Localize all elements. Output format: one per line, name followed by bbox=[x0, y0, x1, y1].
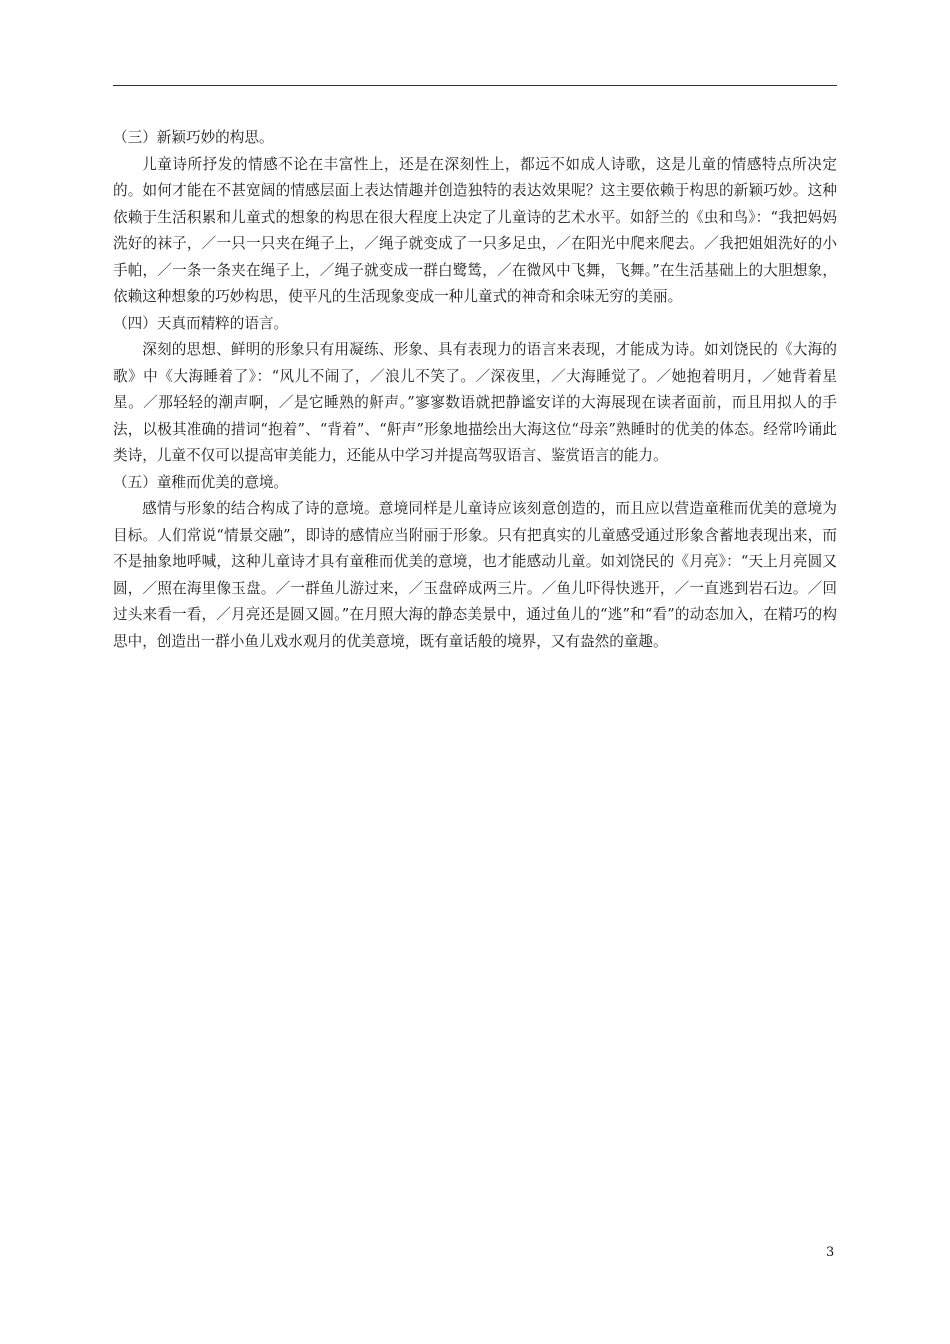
header-rule bbox=[113, 85, 837, 86]
section-heading-5: （五）童稚而优美的意境。 bbox=[113, 473, 289, 491]
section-paragraph-3: 儿童诗所抒发的情感不论在丰富性上，还是在深刻性上，都远不如成人诗歌，这是儿童的情感特点所决定的。如何才能在不甚宽阔的情感层面上表达情趣并创造独特的表达效果呢？这主要依赖于构思的新颖巧妙。这种依赖于生活积累和儿童式的想象的构思在很大程度上决定了儿童诗的艺术水平。如舒兰的《虫和鸟》：“我把妈妈洗好的袜子，／一只一只夹在绳子上，／绳子就变成了一只多足虫，／在阳光中爬来爬去。／我把姐姐洗好的小手帕，／一条一条夹在绳子上，／绳子就变成一群白鹭鸶，／在微风中飞舞，飞舞。”在生活基础上的大胆想象，依赖这种想象的巧妙构思，使平凡的生活现象变成一种儿童式的神奇和余味无穷的美丽。 bbox=[113, 155, 837, 305]
section-heading-4: （四）天真而精粹的语言。 bbox=[113, 314, 289, 332]
section-paragraph-4: 深刻的思想、鲜明的形象只有用凝练、形象、具有表现力的语言来表现，才能成为诗。如刘饶民的《大海的歌》中《大海睡着了》：“风儿不闹了，／浪儿不笑了。／深夜里，／大海睡觉了。／她抱着明月，／她背着星星。／那轻轻的潮声啊，／是它睡熟的鼾声。”寥寥数语就把静谧安详的大海展现在读者面前，而且用拟人的手法，以极其准确的措词“抱着”、“背着”、“鼾声”形象地描绘出大海这位“母亲”熟睡时的优美的体态。经常吟诵此类诗，儿童不仅可以提高审美能力，还能从中学习并提高驾驭语言、鉴赏语言的能力。 bbox=[113, 341, 837, 464]
page-number: 3 bbox=[826, 1245, 835, 1260]
section-paragraph-5: 感情与形象的结合构成了诗的意境。意境同样是儿童诗应该刻意创造的，而且应以营造童稚而优美的意境为目标。人们常说“情景交融”，即诗的感情应当附丽于形象。只有把真实的儿童感受通过形象含蓄地表现出来，而不是抽象地呼喊，这种儿童诗才具有童稚而优美的意境，也才能感动儿童。如刘饶民的《月亮》：“天上月亮圆又圆，／照在海里像玉盘。／一群鱼儿游过来，／玉盘碎成两三片。／鱼儿吓得快逃开，／一直逃到岩石边。／回过头来看一看，／月亮还是圆又圆。”在月照大海的静态美景中，通过鱼儿的“逃”和“看”的动态加入，在精巧的构思中，创造出一群小鱼儿戏水观月的优美意境，既有童话般的境界，又有盎然的童趣。 bbox=[113, 500, 837, 650]
section-heading-3: （三）新颖巧妙的构思。 bbox=[113, 129, 274, 146]
document-body bbox=[113, 125, 837, 655]
